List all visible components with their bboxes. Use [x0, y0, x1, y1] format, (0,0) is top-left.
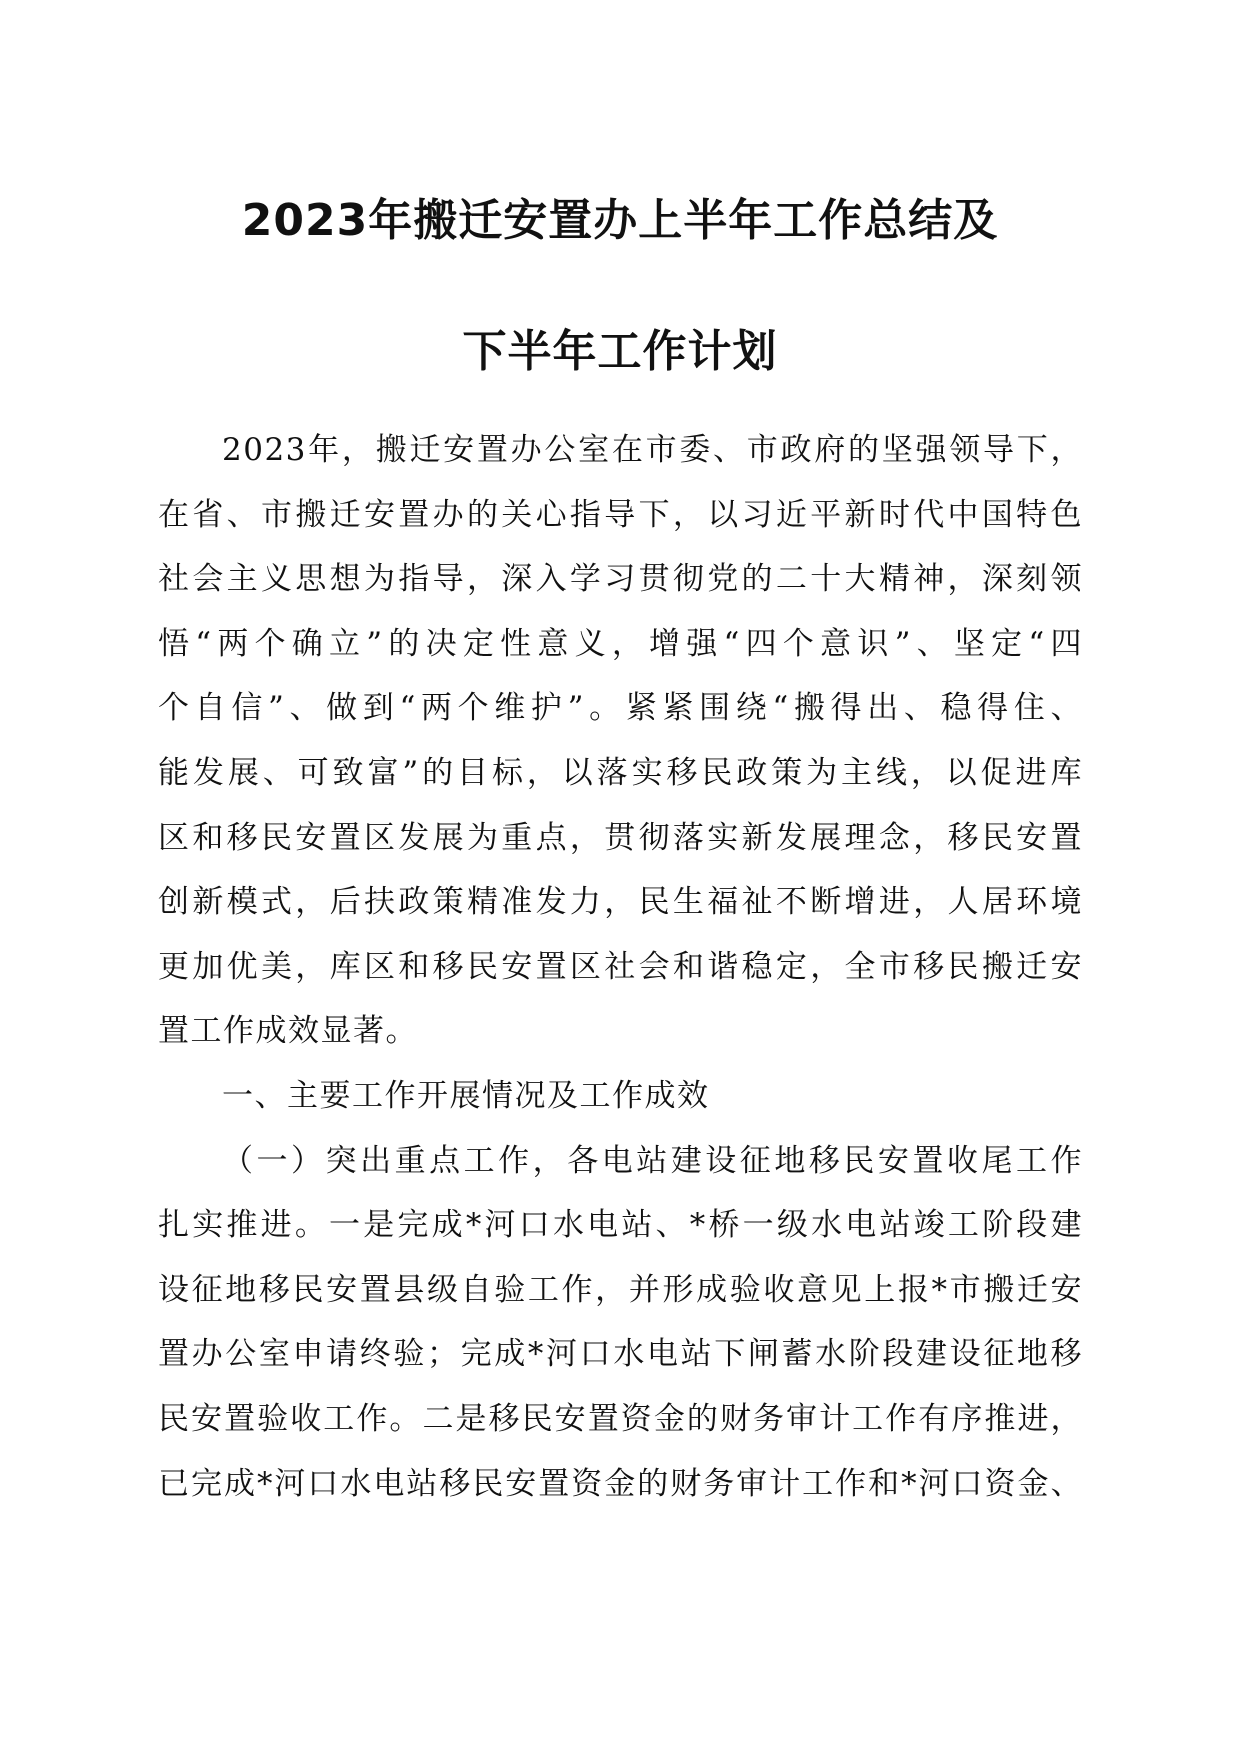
intro-line: 在省、市搬迁安置办的关心指导下，以习近平新时代中国特色: [158, 496, 1083, 533]
intro-line: 个自信”、做到“两个维护”。紧紧围绕“搬得出、稳得住、: [158, 690, 1083, 727]
intro-line: 2023年，搬迁安置办公室在市委、市政府的坚强领导下，: [222, 432, 1083, 468]
subsection-line: （一）突出重点工作，各电站建设征地移民安置收尾工作: [222, 1142, 1083, 1179]
intro-line: 创新模式，后扶政策精准发力，民生福祉不断增进，人居环境: [158, 884, 1083, 921]
intro-line: 更加优美，库区和移民安置区社会和谐稳定，全市移民搬迁安: [158, 948, 1083, 985]
subsection-line: 置办公室申请终验；完成*河口水电站下闸蓄水阶段建设征地移: [158, 1336, 1083, 1373]
subsection-line: 民安置验收工作。二是移民安置资金的财务审计工作有序推进，: [158, 1400, 1083, 1437]
section-heading: 一、主要工作开展情况及工作成效: [222, 1077, 710, 1114]
intro-line: 社会主义思想为指导，深入学习贯彻党的二十大精神，深刻领: [158, 561, 1083, 598]
intro-line: 能发展、可致富”的目标，以落实移民政策为主线，以促进库: [158, 754, 1083, 791]
document-title-line-2: 下半年工作计划: [462, 326, 778, 377]
document-title-line-1: 2023年搬迁安置办上半年工作总结及: [241, 195, 999, 246]
subsection-line: 扎实推进。一是完成*河口水电站、*桥一级水电站竣工阶段建: [158, 1207, 1083, 1244]
subsection-line: 设征地移民安置县级自验工作，并形成验收意见上报*市搬迁安: [158, 1271, 1083, 1308]
subsection-line: 已完成*河口水电站移民安置资金的财务审计工作和*河口资金、: [158, 1465, 1083, 1502]
intro-line: 悟“两个确立”的决定性意义，增强“四个意识”、坚定“四: [158, 625, 1083, 662]
document-body: [158, 418, 1083, 1516]
intro-line: 区和移民安置区发展为重点，贯彻落实新发展理念，移民安置: [158, 819, 1083, 856]
intro-line: 置工作成效显著。: [158, 1013, 418, 1050]
